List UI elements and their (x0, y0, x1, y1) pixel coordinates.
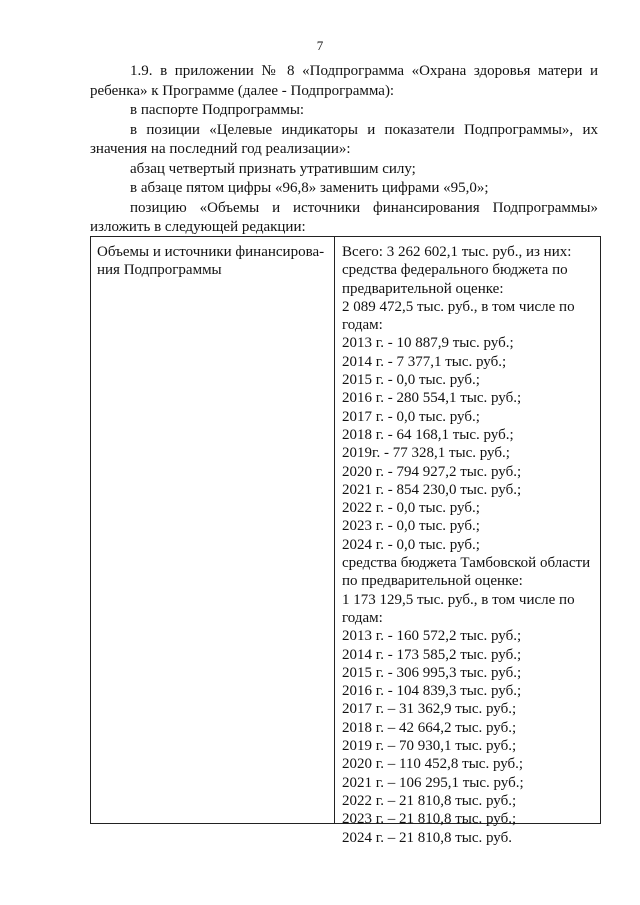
paragraph-invalidate: абзац четвертый признать утратившим силу; (130, 160, 416, 177)
federal-year-line: 2014 г. - 7 377,1 тыс. руб.; (342, 353, 507, 370)
table-column-divider (334, 237, 335, 823)
federal-budget-header: средства федерального бюджета по предварительной оценке: (342, 262, 568, 297)
federal-year-line: 2020 г. - 794 927,2 тыс. руб.; (342, 463, 522, 480)
federal-year-line: 2017 г. - 0,0 тыс. руб.; (342, 408, 480, 425)
paragraph-amendment-item: 1.9. в приложении № 8 «Подпрограмма «Охрана здоровья матери и ребенка» к Программе (далее - Подпрограмма): (90, 63, 598, 99)
federal-year-line: 2021 г. - 854 230,0 тыс. руб.; (342, 481, 522, 498)
regional-year-line: 2018 г. – 42 664,2 тыс. руб.; (342, 719, 517, 736)
paragraph-passport: в паспорте Подпрограммы: (130, 102, 305, 118)
paragraph-replace-figures: в абзаце пятом цифры «96,8» заменить цифрами «95,0»; (130, 180, 489, 196)
regional-year-line: 2022 г. – 21 810,8 тыс. руб.; (342, 792, 517, 809)
regional-budget-total: 1 173 129,5 тыс. руб., в том числе по годам: (342, 591, 575, 626)
federal-year-line: 2019г. - 77 328,1 тыс. руб.; (342, 445, 510, 462)
regional-year-line: 2016 г. - 104 839,3 тыс. руб.; (342, 683, 522, 700)
federal-budget-total: 2 089 472,5 тыс. руб., в том числе по годам: (342, 298, 575, 334)
regional-year-line: 2024 г. – 21 810,8 тыс. руб. (342, 829, 512, 846)
regional-budget-header: средства бюджета Тамбовской области по предварительной оценке: (342, 555, 591, 590)
regional-year-line: 2023 г. – 21 810,8 тыс. руб.; (342, 811, 517, 828)
federal-year-line: 2015 г. - 0,0 тыс. руб.; (342, 372, 480, 389)
financing-table (90, 236, 601, 846)
paragraph-new-wording: позицию «Объемы и источники финансирования Подпрограммы» изложить в следующей редакции: (90, 199, 598, 235)
federal-year-line: 2024 г. - 0,0 тыс. руб.; (342, 536, 480, 553)
table-cell-heading: Объемы и источники финансирова-ния Подпрограммы (97, 244, 325, 279)
regional-year-line: 2021 г. – 106 295,1 тыс. руб.; (342, 774, 524, 791)
regional-year-line: 2013 г. - 160 572,2 тыс. руб.; (342, 628, 522, 645)
regional-year-line: 2019 г. – 70 930,1 тыс. руб.; (342, 738, 517, 755)
page-number: 7 (316, 38, 324, 53)
regional-year-line: 2015 г. - 306 995,3 тыс. руб.; (342, 664, 522, 681)
federal-year-line: 2013 г. - 10 887,9 тыс. руб.; (342, 335, 514, 352)
federal-year-line: 2018 г. - 64 168,1 тыс. руб.; (342, 426, 514, 443)
regional-year-line: 2020 г. – 110 452,8 тыс. руб.; (342, 756, 524, 773)
federal-year-line: 2023 г. - 0,0 тыс. руб.; (342, 518, 480, 535)
regional-year-line: 2014 г. - 173 585,2 тыс. руб.; (342, 646, 522, 663)
financing-total: Всего: 3 262 602,1 тыс. руб., из них: (342, 244, 572, 260)
paragraph-indicators: в позиции «Целевые индикаторы и показатели Подпрограммы», их значения на последний год реализации»: (90, 121, 598, 157)
table-cell-financing (342, 243, 598, 847)
document-body (90, 62, 598, 238)
federal-year-line: 2016 г. - 280 554,1 тыс. руб.; (342, 390, 522, 407)
federal-year-line: 2022 г. - 0,0 тыс. руб.; (342, 500, 480, 517)
regional-year-line: 2017 г. – 31 362,9 тыс. руб.; (342, 701, 517, 718)
